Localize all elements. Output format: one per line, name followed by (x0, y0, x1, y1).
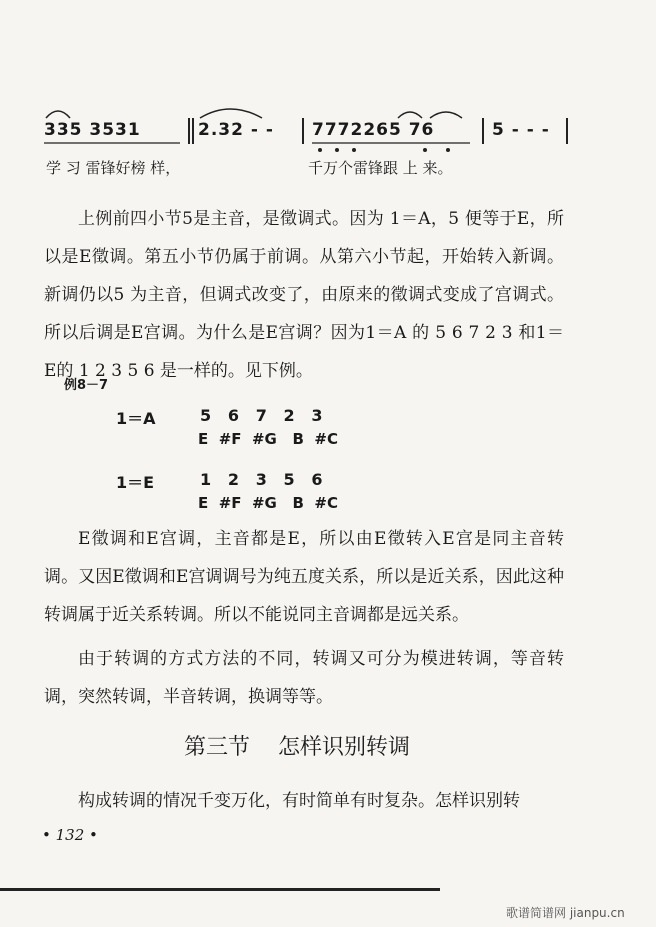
paragraph-2: E徵调和E宫调，主音都是E，所以由E徵转入E宫是同主音转调。又因E徵调和E宫调调号为纯五度关系，所以是近关系，因此这种转调属于近关系转调。所以不能说同主音调都是远关系。 (44, 529, 564, 625)
score-measure-1: 335 3531 (44, 120, 141, 140)
low-dot (446, 148, 450, 152)
paragraph-4: 构成转调的情况千变万化，有时简单有时复杂。怎样识别转 (78, 791, 520, 811)
paragraph-1: 上例前四小节5是主音，是徵调式。因为 1＝A，5 便等于E，所以是E徵调。第五小节仍属于前调。从第六小节起，开始转入新调。新调仍以5 为主音，但调式改变了，由原来的徵调式变成了宫调式。所以后调是E宫调。为什么是E宫调？因为1＝A 的 5 6 7 2 3 和1＝E的 1 2 3 5 6 是一样的。见下例。 (44, 209, 564, 381)
score-slurs (0, 0, 656, 180)
low-dot (423, 148, 427, 152)
low-dot (335, 148, 339, 152)
section-title: 第三节 怎样识别转调 (184, 735, 410, 760)
example-row1-key: 1＝A (116, 409, 156, 428)
score-measure-4: 5 - - - (492, 120, 550, 140)
paragraph-3: 由于转调的方式方法的不同，转调又可分为模进转调，等音转调，突然转调，半音转调，换调等等。 (44, 649, 564, 707)
page-number: • 132 • (42, 826, 98, 844)
example-label: 例8－7 (64, 378, 109, 393)
score-measure-3: 7772265 76 (312, 120, 435, 140)
score-measure-2: 2.32 - - (198, 120, 274, 140)
lyric-right: 千万个雷锋跟 上 来。 (308, 159, 453, 177)
example-row2-numbers: 1 2 3 5 6 (200, 470, 323, 489)
watermark: 歌谱简谱网 jianpu.cn (506, 906, 625, 920)
low-dot (352, 148, 356, 152)
example-row1-notes: E #F #G B #C (198, 430, 338, 448)
page-edge-line (0, 888, 440, 891)
example-row1-numbers: 5 6 7 2 3 (200, 406, 323, 425)
example-row2-key: 1＝E (116, 473, 155, 492)
example-row2-notes: E #F #G B #C (198, 494, 338, 512)
low-dot (318, 148, 322, 152)
lyric-left: 学 习 雷锋好榜 样， (46, 159, 181, 177)
